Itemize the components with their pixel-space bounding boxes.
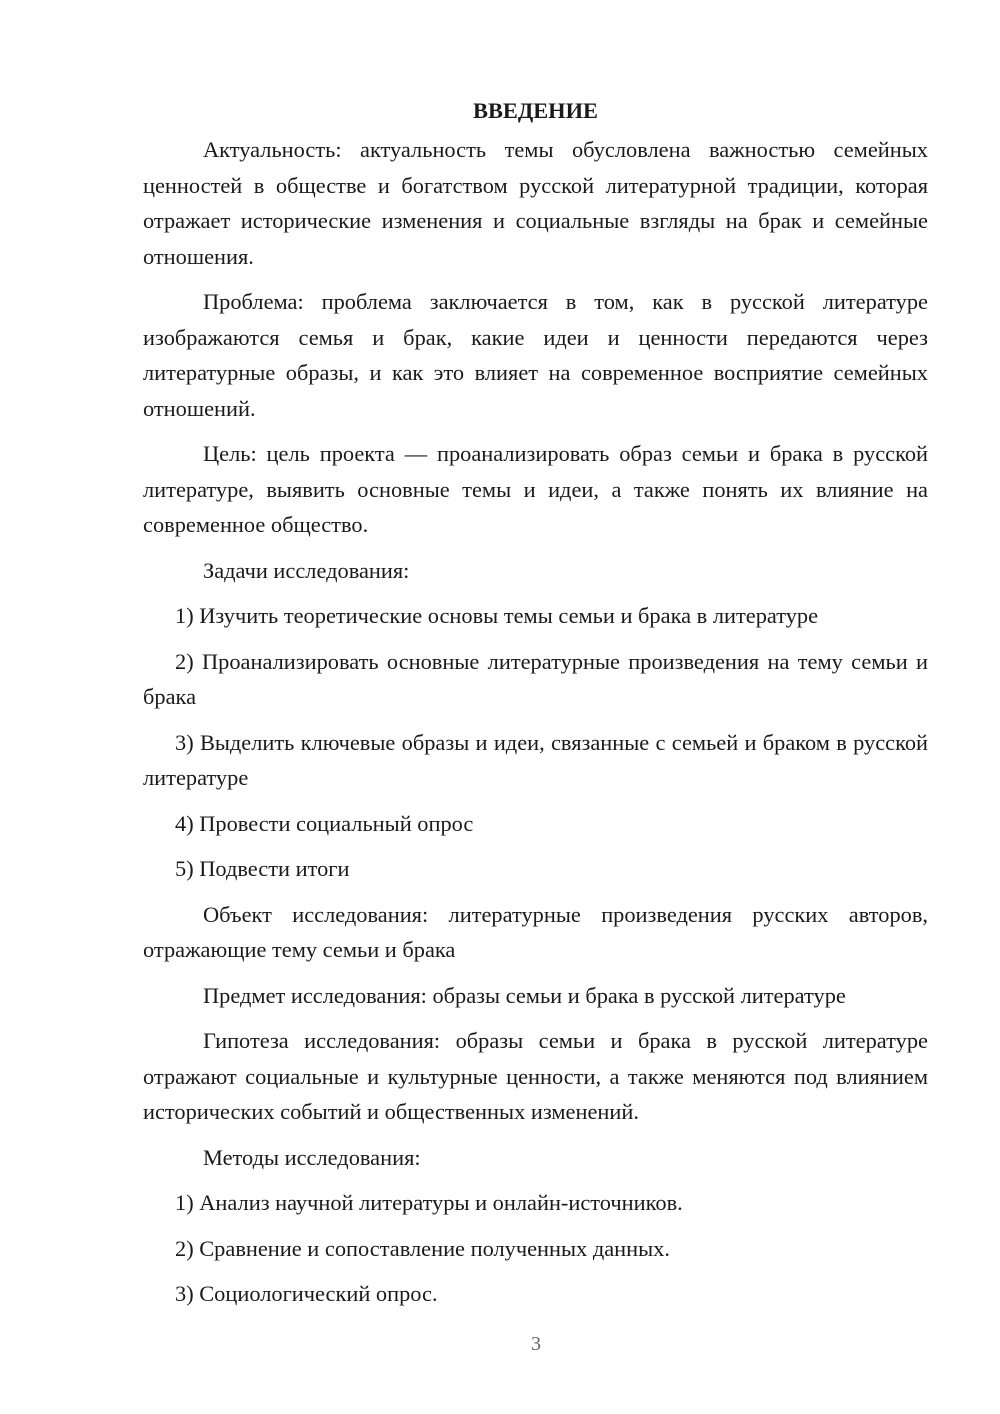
paragraph-goal: Цель: цель проекта — проанализировать образ семьи и брака в русской литературе, выявить основные темы и идеи, а также понять их влияние на современное общество. [143, 441, 928, 537]
task-item: 5) Подвести итоги [175, 856, 350, 881]
paragraph-relevance: Актуальность: актуальность темы обусловлена важностью семейных ценностей в обществе и богатством русской литературной традиции, которая отражает исторические изменения и социальные взгляды на брак и семейные отношения. [143, 137, 928, 269]
methods-heading: Методы исследования: [203, 1144, 421, 1170]
page-number: 3 [531, 1333, 541, 1355]
tasks-heading: Задачи исследования: [203, 557, 410, 583]
method-item: 3) Социологический опрос. [175, 1281, 438, 1306]
task-item: 1) Изучить теоретические основы темы семьи и брака в литературе [175, 603, 819, 628]
method-item: 1) Анализ научной литературы и онлайн-источников. [175, 1190, 683, 1215]
document-page [143, 94, 928, 1322]
task-item: 2) Проанализировать основные литературные произведения на тему семьи и брака [143, 648, 928, 709]
paragraph-hypothesis: Гипотеза исследования: образы семьи и брака в русской литературе отражают социальные и культурные ценности, а также меняются под влиянием исторических событий и общественных изменений. [143, 1028, 928, 1124]
task-item: 4) Провести социальный опрос [175, 810, 474, 836]
paragraph-subject: Предмет исследования: образы семьи и брака в русской литературе [203, 982, 846, 1008]
task-item: 3) Выделить ключевые образы и идеи, связанные с семьей и браком в русской литературе [143, 729, 928, 790]
page-title: ВВЕДЕНИЕ [473, 98, 598, 123]
paragraph-object: Объект исследования: литературные произведения русских авторов, отражающие тему семьи и брака [143, 901, 928, 962]
paragraph-problem: Проблема: проблема заключается в том, как в русской литературе изображаются семья и брак, какие идеи и ценности передаются через литературные образы, и как это влияет на современное восприятие семейных отношений. [143, 289, 928, 421]
method-item: 2) Сравнение и сопоставление полученных данных. [175, 1235, 670, 1261]
